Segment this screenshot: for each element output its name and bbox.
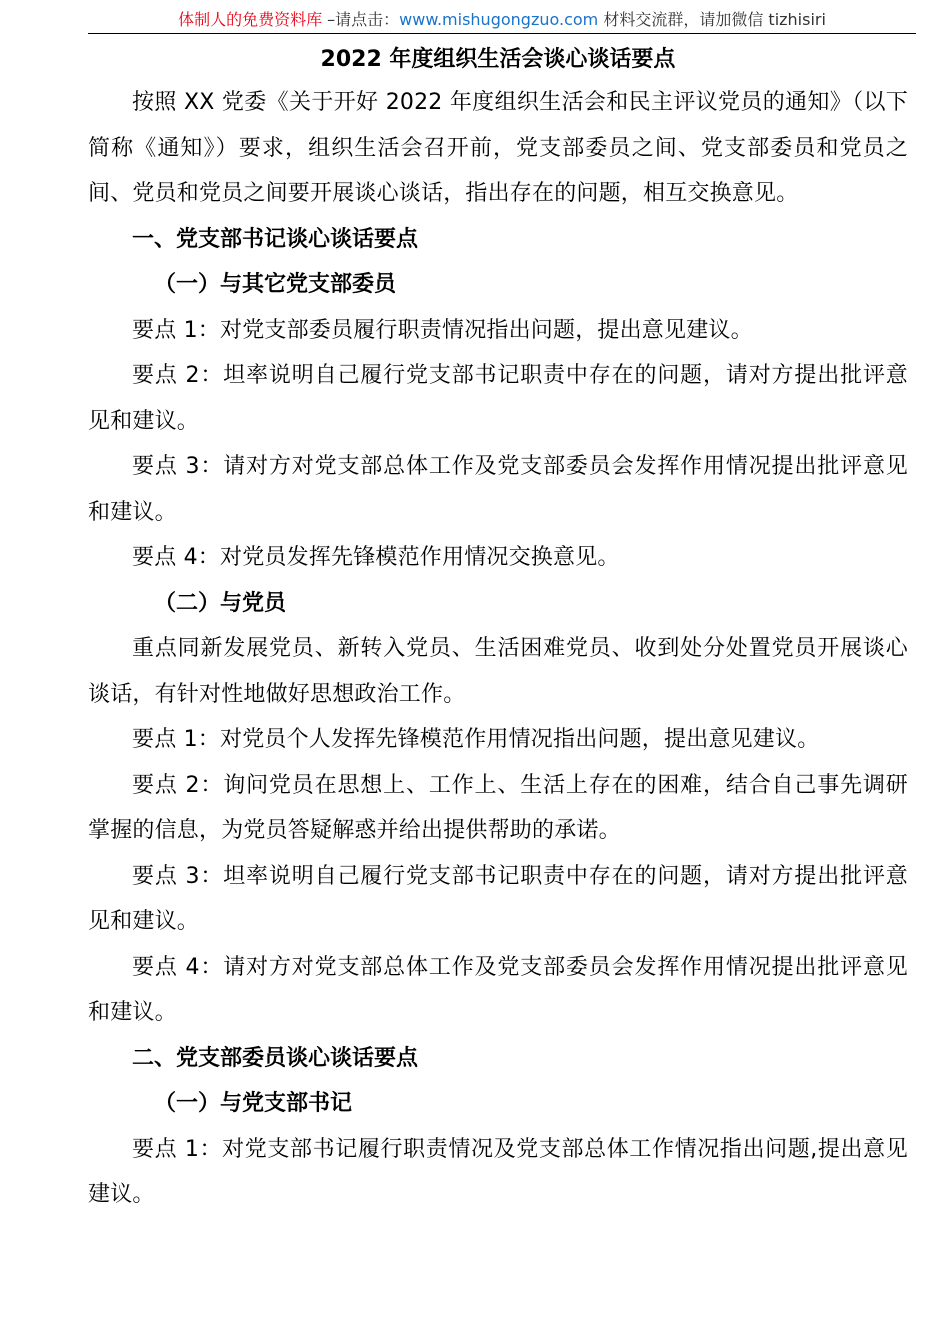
section2-sub1-point-1: 要点 1：对党支部书记履行职责情况及党支部总体工作情况指出问题,提出意见建议。 [88,1136,908,1207]
section1-heading: 一、党支部书记谈心谈话要点 [132,226,419,252]
header-link[interactable]: www.mishugongzuo.com [399,10,599,29]
page-header [88,8,916,32]
section1-sub1-point-4: 要点 4：对党员发挥先锋模范作用情况交换意见。 [132,545,620,570]
section1-sub2-heading: （二）与党员 [154,590,287,616]
section1-sub2-point-1: 要点 1：对党员个人发挥先锋模范作用情况指出问题，提出意见建议。 [132,727,820,752]
header-brand: 体制人的免费资料库 [178,10,323,29]
intro-paragraph: 按照 XX 党委《关于开好 2022 年度组织生活会和民主评议党员的通知》（以下简称《通知》）要求，组织生活会召开前，党支部委员之间、党支部委员和党员之间、党员和党员之间要开展谈心谈话，指出存在的问题，相互交换意见。 [88,90,908,206]
section1-sub1-heading: （一）与其它党支部委员 [154,272,397,297]
section1-sub2-point-4: 要点 4：请对方对党支部总体工作及党支部委员会发挥作用情况提出批评意见和建议。 [88,954,908,1025]
document-body [88,40,908,1218]
section1-sub1-point-1: 要点 1：对党支部委员履行职责情况指出问题，提出意见建议。 [132,317,753,343]
section2-sub1-heading: （一）与党支部书记 [154,1091,353,1116]
header-prompt: –请点击： [322,10,400,29]
document-title: 2022 年度组织生活会谈心谈话要点 [320,47,676,72]
header-note: 材料交流群，请加微信 tizhisiri [598,10,826,29]
section1-sub1-point-2: 要点 2：坦率说明自己履行党支部书记职责中存在的问题，请对方提出批评意见和建议。 [88,363,908,434]
section1-sub2-point-3: 要点 3：坦率说明自己履行党支部书记职责中存在的问题，请对方提出批评意见和建议。 [88,863,908,934]
section1-sub1-point-3: 要点 3：请对方对党支部总体工作及党支部委员会发挥作用情况提出批评意见和建议。 [88,454,908,525]
section1-sub2-intro: 重点同新发展党员、新转入党员、生活困难党员、收到处分处置党员开展谈心谈话，有针对性地做好思想政治工作。 [88,636,908,707]
section1-sub2-point-2: 要点 2：询问党员在思想上、工作上、生活上存在的困难，结合自己事先调研掌握的信息，为党员答疑解惑并给出提供帮助的承诺。 [88,772,908,843]
header-divider [88,33,916,34]
section2-heading: 二、党支部委员谈心谈话要点 [132,1045,419,1071]
